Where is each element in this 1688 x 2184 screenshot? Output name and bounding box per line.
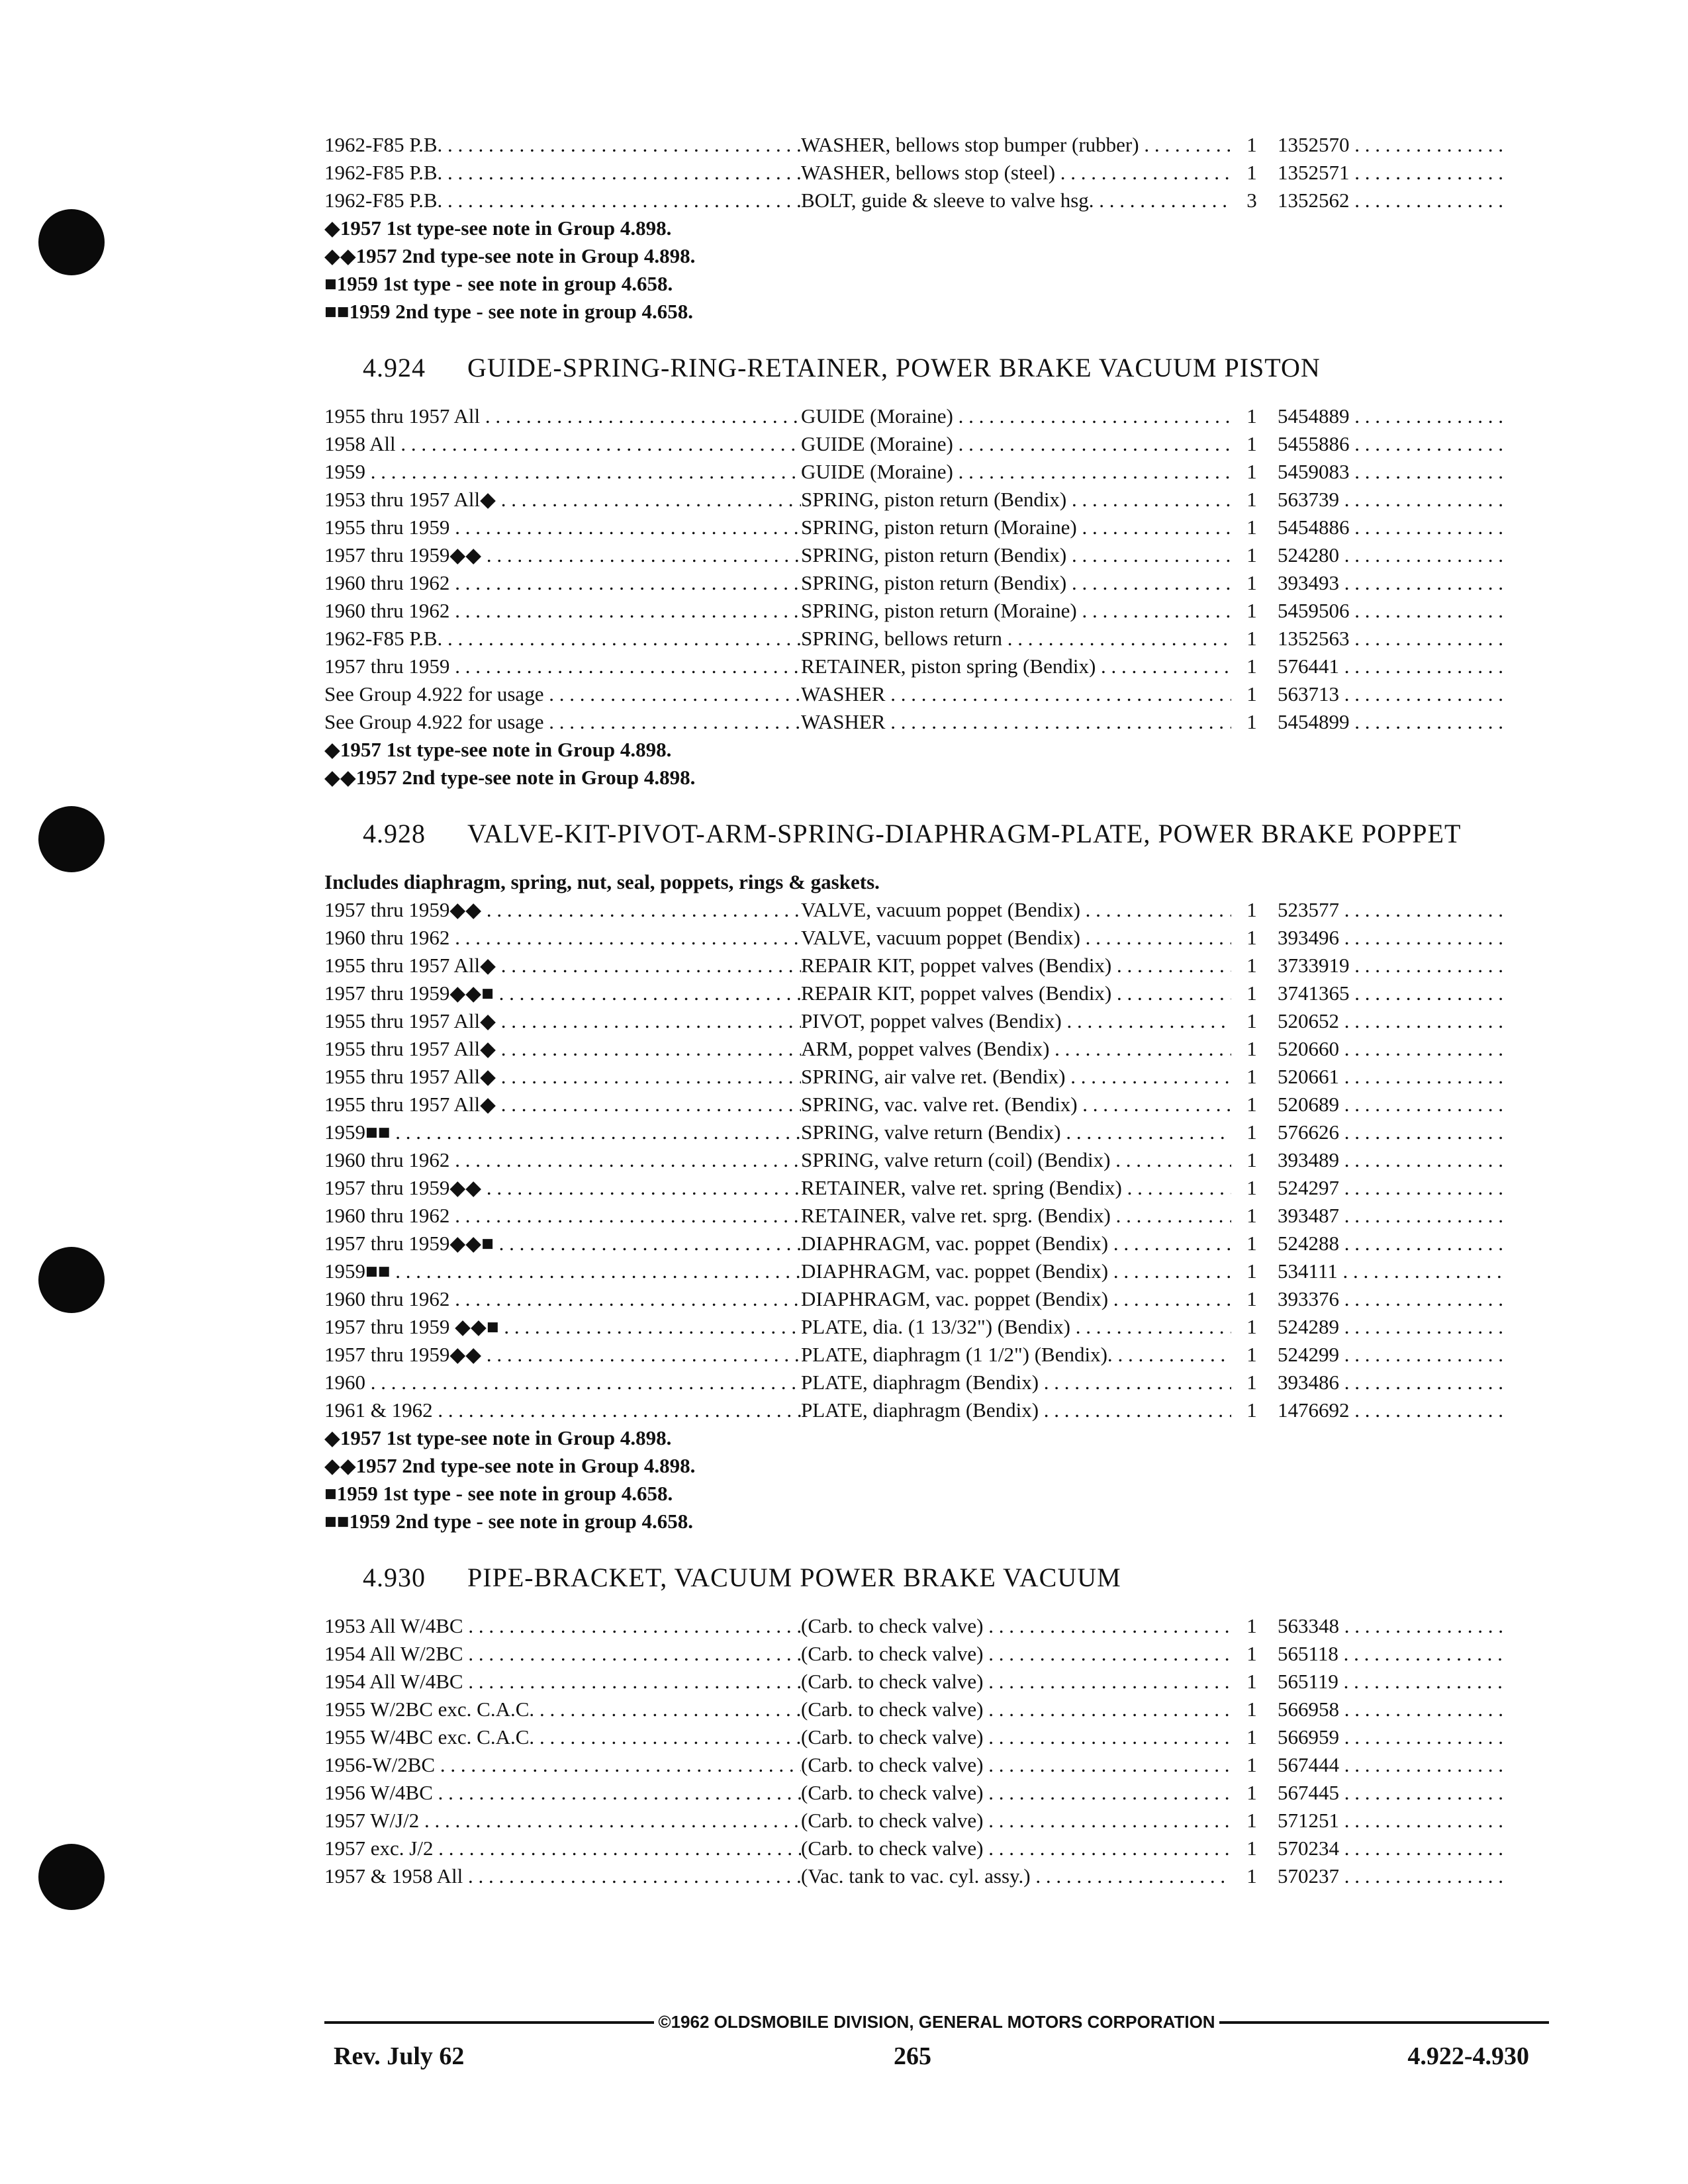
quantity-cell: 1 <box>1246 543 1257 567</box>
part-number-cell: 565119 . . . <box>1272 1668 1503 1696</box>
usage-cell: 1957 thru 1959◆◆ . . . <box>324 1174 801 1202</box>
quantity-cell: 1 <box>1246 1781 1257 1804</box>
footer-rule <box>324 2012 1549 2032</box>
description-cell: SPRING, air valve ret. (Bendix) . . . <box>801 1063 1231 1091</box>
part-row <box>324 625 1549 653</box>
part-number-cell: 393496 . . . <box>1272 924 1503 952</box>
part-row <box>324 514 1549 541</box>
part-row <box>324 1807 1549 1835</box>
part-row <box>324 924 1549 952</box>
section-title: PIPE-BRACKET, VACUUM POWER BRAKE VACUUM <box>467 1563 1121 1592</box>
section-number: 4.928 <box>363 819 426 848</box>
part-number-cell: 576626 . . . <box>1272 1118 1503 1146</box>
sections <box>324 351 1549 1890</box>
section-4-924 <box>324 351 1549 792</box>
quantity-cell: 1 <box>1246 1037 1257 1060</box>
usage-cell: 1959■■ . . . <box>324 1118 801 1146</box>
quantity-cell: 1 <box>1246 1614 1257 1637</box>
binder-hole <box>38 209 105 275</box>
part-number-cell: 1352562 . . . <box>1272 187 1503 214</box>
part-row <box>324 1779 1549 1807</box>
part-row <box>324 708 1549 736</box>
binder-hole <box>38 806 105 872</box>
part-row <box>324 569 1549 597</box>
part-row <box>324 541 1549 569</box>
part-number-cell: 570234 . . . <box>1272 1835 1503 1862</box>
group-range: 4.922-4.930 <box>1407 2042 1529 2070</box>
usage-cell: 1957 exc. J/2 . . . <box>324 1835 801 1862</box>
part-row <box>324 680 1549 708</box>
footnote: ■■1959 2nd type - see note in group 4.658. <box>324 1510 694 1533</box>
part-number-cell: 393487 . . . <box>1272 1202 1503 1230</box>
part-number-cell: 567445 . . . <box>1272 1779 1503 1807</box>
usage-cell: 1954 All W/2BC . . . <box>324 1640 801 1668</box>
quantity-cell: 1 <box>1246 571 1257 594</box>
continued-rows <box>324 131 1549 214</box>
usage-cell: 1956-W/2BC . . . <box>324 1751 801 1779</box>
part-number-cell: 393489 . . . <box>1272 1146 1503 1174</box>
part-row <box>324 1257 1549 1285</box>
part-row <box>324 1285 1549 1313</box>
description-cell: GUIDE (Moraine) . . . <box>801 402 1231 430</box>
description-cell: (Carb. to check valve) . . . <box>801 1668 1231 1696</box>
quantity-cell: 1 <box>1246 1093 1257 1116</box>
part-row <box>324 1174 1549 1202</box>
description-cell: (Carb. to check valve) . . . <box>801 1779 1231 1807</box>
usage-cell: 1960 thru 1962 . . . <box>324 1146 801 1174</box>
usage-cell: 1955 thru 1957 All . . . <box>324 402 801 430</box>
part-row <box>324 1835 1549 1862</box>
part-number-cell: 520689 . . . <box>1272 1091 1503 1118</box>
usage-cell: 1957 W/J/2 . . . <box>324 1807 801 1835</box>
parts-list <box>324 131 1549 1890</box>
part-number-cell: 520661 . . . <box>1272 1063 1503 1091</box>
quantity-cell: 1 <box>1246 1864 1257 1888</box>
quantity-cell: 1 <box>1246 655 1257 678</box>
part-number-cell: 5459506 . . . <box>1272 597 1503 625</box>
footnote: ◆◆1957 2nd type-see note in Group 4.898. <box>324 1454 696 1477</box>
part-number-cell: 3741365 . . . <box>1272 979 1503 1007</box>
description-cell: SPRING, valve return (coil) (Bendix) . . . <box>801 1146 1231 1174</box>
quantity-cell: 1 <box>1246 710 1257 733</box>
part-number-cell: 1352571 . . . <box>1272 159 1503 187</box>
quantity-cell: 1 <box>1246 1371 1257 1394</box>
description-cell: VALVE, vacuum poppet (Bendix) . . . <box>801 896 1231 924</box>
description-cell: SPRING, piston return (Moraine) . . . <box>801 597 1231 625</box>
usage-cell: 1955 thru 1959 . . . <box>324 514 801 541</box>
part-number-cell: 5459083 . . . <box>1272 458 1503 486</box>
usage-cell: 1962-F85 P.B. . . . <box>324 625 801 653</box>
part-row <box>324 1696 1549 1723</box>
quantity-cell: 3 <box>1246 189 1257 212</box>
section-title: GUIDE-SPRING-RING-RETAINER, POWER BRAKE VACUUM PISTON <box>467 353 1321 383</box>
binder-hole <box>38 1844 105 1910</box>
quantity-cell: 1 <box>1246 1725 1257 1749</box>
rule-right <box>1219 2021 1549 2024</box>
footnote: ◆1957 1st type-see note in Group 4.898. <box>324 738 672 761</box>
binder-hole <box>38 1247 105 1313</box>
description-cell: SPRING, piston return (Bendix) . . . <box>801 569 1231 597</box>
description-cell: (Carb. to check valve) . . . <box>801 1696 1231 1723</box>
copyright-notice: ©1962 OLDSMOBILE DIVISION, GENERAL MOTORS CORPORATION <box>658 2012 1215 2032</box>
usage-cell: 1962-F85 P.B. . . . <box>324 159 801 187</box>
part-number-cell: 534111 . . . <box>1272 1257 1503 1285</box>
quantity-cell: 1 <box>1246 599 1257 622</box>
part-row <box>324 1007 1549 1035</box>
usage-cell: 1957 thru 1959 . . . <box>324 653 801 680</box>
part-row <box>324 486 1549 514</box>
description-cell: (Carb. to check valve) . . . <box>801 1640 1231 1668</box>
footnote: ◆1957 1st type-see note in Group 4.898. <box>324 1426 672 1449</box>
usage-cell: 1955 thru 1957 All◆ . . . <box>324 1063 801 1091</box>
quantity-cell: 1 <box>1246 1009 1257 1032</box>
description-cell: REPAIR KIT, poppet valves (Bendix) . . . <box>801 979 1231 1007</box>
quantity-cell: 1 <box>1246 1065 1257 1088</box>
quantity-cell: 1 <box>1246 627 1257 650</box>
description-cell: RETAINER, valve ret. sprg. (Bendix) . . . <box>801 1202 1231 1230</box>
description-cell: DIAPHRAGM, vac. poppet (Bendix) . . . <box>801 1257 1231 1285</box>
section-number: 4.930 <box>363 1563 426 1592</box>
description-cell: PLATE, diaphragm (Bendix) . . . <box>801 1369 1231 1396</box>
description-cell: GUIDE (Moraine) . . . <box>801 458 1231 486</box>
section-4-928 <box>324 817 1549 1535</box>
quantity-cell: 1 <box>1246 1343 1257 1366</box>
revision-date: Rev. July 62 <box>334 2042 465 2070</box>
quantity-cell: 1 <box>1246 161 1257 184</box>
part-number-cell: 563348 . . . <box>1272 1612 1503 1640</box>
footnote: ■1959 1st type - see note in group 4.658. <box>324 1482 673 1505</box>
description-cell: (Carb. to check valve) . . . <box>801 1751 1231 1779</box>
part-row <box>324 1341 1549 1369</box>
description-cell: VALVE, vacuum poppet (Bendix) . . . <box>801 924 1231 952</box>
quantity-cell: 1 <box>1246 432 1257 455</box>
description-cell: BOLT, guide & sleeve to valve hsg. . . . <box>801 187 1231 214</box>
usage-cell: 1957 thru 1959 ◆◆■ . . . <box>324 1313 801 1341</box>
part-number-cell: 570237 . . . <box>1272 1862 1503 1890</box>
quantity-cell: 1 <box>1246 1837 1257 1860</box>
quantity-cell: 1 <box>1246 1232 1257 1255</box>
part-number-cell: 5455886 . . . <box>1272 430 1503 458</box>
description-cell: PIVOT, poppet valves (Bendix) . . . <box>801 1007 1231 1035</box>
part-row <box>324 1035 1549 1063</box>
part-row <box>324 653 1549 680</box>
page-footer <box>324 2012 1549 2081</box>
description-cell: WASHER, bellows stop bumper (rubber) . . . <box>801 131 1231 159</box>
part-row <box>324 131 1549 159</box>
part-row <box>324 458 1549 486</box>
quantity-cell: 1 <box>1246 1315 1257 1338</box>
part-row <box>324 1612 1549 1640</box>
quantity-cell: 1 <box>1246 404 1257 428</box>
part-number-cell: 524288 . . . <box>1272 1230 1503 1257</box>
page-number: 265 <box>894 2042 931 2070</box>
part-number-cell: 5454889 . . . <box>1272 402 1503 430</box>
usage-cell: 1957 thru 1959◆◆ . . . <box>324 1341 801 1369</box>
usage-cell: 1957 thru 1959◆◆■ . . . <box>324 1230 801 1257</box>
usage-cell: 1955 thru 1957 All◆ . . . <box>324 1035 801 1063</box>
quantity-cell: 1 <box>1246 1120 1257 1144</box>
part-row <box>324 1063 1549 1091</box>
usage-cell: 1955 thru 1957 All◆ . . . <box>324 1007 801 1035</box>
part-number-cell: 566959 . . . <box>1272 1723 1503 1751</box>
part-row <box>324 1230 1549 1257</box>
usage-cell: 1959 . . . <box>324 458 801 486</box>
part-number-cell: 5454886 . . . <box>1272 514 1503 541</box>
part-row <box>324 1668 1549 1696</box>
part-row <box>324 187 1549 214</box>
part-number-cell: 563713 . . . <box>1272 680 1503 708</box>
quantity-cell: 1 <box>1246 1642 1257 1665</box>
part-row <box>324 1751 1549 1779</box>
part-number-cell: 563739 . . . <box>1272 486 1503 514</box>
description-cell: (Vac. tank to vac. cyl. assy.) . . . <box>801 1862 1231 1890</box>
part-number-cell: 524297 . . . <box>1272 1174 1503 1202</box>
usage-cell: 1960 thru 1962 . . . <box>324 924 801 952</box>
usage-cell: 1956 W/4BC . . . <box>324 1779 801 1807</box>
usage-cell: 1955 W/4BC exc. C.A.C. . . . <box>324 1723 801 1751</box>
description-cell: DIAPHRAGM, vac. poppet (Bendix) . . . <box>801 1285 1231 1313</box>
footnote: ◆◆1957 2nd type-see note in Group 4.898. <box>324 766 696 789</box>
part-row <box>324 1369 1549 1396</box>
description-cell: REPAIR KIT, poppet valves (Bendix) . . . <box>801 952 1231 979</box>
part-row <box>324 430 1549 458</box>
description-cell: SPRING, piston return (Moraine) . . . <box>801 514 1231 541</box>
quantity-cell: 1 <box>1246 954 1257 977</box>
part-row <box>324 1862 1549 1890</box>
quantity-cell: 1 <box>1246 1398 1257 1422</box>
part-number-cell: 1476692 . . . <box>1272 1396 1503 1424</box>
part-row <box>324 1396 1549 1424</box>
footnote: ◆1957 1st type-see note in Group 4.898. <box>324 216 672 240</box>
quantity-cell: 1 <box>1246 926 1257 949</box>
quantity-cell: 1 <box>1246 1259 1257 1283</box>
part-number-cell: 520652 . . . <box>1272 1007 1503 1035</box>
usage-cell: 1960 thru 1962 . . . <box>324 1202 801 1230</box>
part-number-cell: 565118 . . . <box>1272 1640 1503 1668</box>
description-cell: PLATE, dia. (1 13/32") (Bendix) . . . <box>801 1313 1231 1341</box>
usage-cell: 1955 W/2BC exc. C.A.C. . . . <box>324 1696 801 1723</box>
part-row <box>324 1640 1549 1668</box>
section-number: 4.924 <box>363 353 426 383</box>
usage-cell: 1958 All . . . <box>324 430 801 458</box>
usage-cell: 1957 thru 1959◆◆ . . . <box>324 896 801 924</box>
part-row <box>324 1202 1549 1230</box>
rule-left <box>324 2021 654 2024</box>
usage-cell: 1962-F85 P.B. . . . <box>324 187 801 214</box>
description-cell: WASHER . . . <box>801 708 1231 736</box>
quantity-cell: 1 <box>1246 1753 1257 1776</box>
part-number-cell: 520660 . . . <box>1272 1035 1503 1063</box>
part-number-cell: 524299 . . . <box>1272 1341 1503 1369</box>
section-heading <box>324 817 1549 851</box>
usage-cell: 1955 thru 1957 All◆ . . . <box>324 1091 801 1118</box>
section-heading <box>324 351 1549 385</box>
description-cell: PLATE, diaphragm (1 1/2") (Bendix). . . . <box>801 1341 1231 1369</box>
quantity-cell: 1 <box>1246 1287 1257 1310</box>
part-number-cell: 3733919 . . . <box>1272 952 1503 979</box>
quantity-cell: 1 <box>1246 1809 1257 1832</box>
quantity-cell: 1 <box>1246 488 1257 511</box>
description-cell: SPRING, valve return (Bendix) . . . <box>801 1118 1231 1146</box>
usage-cell: See Group 4.922 for usage . . . <box>324 708 801 736</box>
quantity-cell: 1 <box>1246 1670 1257 1693</box>
part-row <box>324 952 1549 979</box>
part-row <box>324 1313 1549 1341</box>
part-number-cell: 567444 . . . <box>1272 1751 1503 1779</box>
section-4-930 <box>324 1561 1549 1890</box>
description-cell: RETAINER, piston spring (Bendix) . . . <box>801 653 1231 680</box>
quantity-cell: 1 <box>1246 460 1257 483</box>
usage-cell: 1960 . . . <box>324 1369 801 1396</box>
part-number-cell: 393376 . . . <box>1272 1285 1503 1313</box>
quantity-cell: 1 <box>1246 516 1257 539</box>
section-heading <box>324 1561 1549 1595</box>
part-number-cell: 523577 . . . <box>1272 896 1503 924</box>
usage-cell: 1954 All W/4BC . . . <box>324 1668 801 1696</box>
usage-cell: 1960 thru 1962 . . . <box>324 1285 801 1313</box>
quantity-cell: 1 <box>1246 682 1257 705</box>
part-number-cell: 571251 . . . <box>1272 1807 1503 1835</box>
usage-cell: 1953 thru 1957 All◆ . . . <box>324 486 801 514</box>
usage-cell: See Group 4.922 for usage . . . <box>324 680 801 708</box>
description-cell: SPRING, vac. valve ret. (Bendix) . . . <box>801 1091 1231 1118</box>
usage-cell: 1953 All W/4BC . . . <box>324 1612 801 1640</box>
description-cell: GUIDE (Moraine) . . . <box>801 430 1231 458</box>
description-cell: (Carb. to check valve) . . . <box>801 1807 1231 1835</box>
description-cell: PLATE, diaphragm (Bendix) . . . <box>801 1396 1231 1424</box>
part-number-cell: 393486 . . . <box>1272 1369 1503 1396</box>
description-cell: (Carb. to check valve) . . . <box>801 1723 1231 1751</box>
usage-cell: 1962-F85 P.B. . . . <box>324 131 801 159</box>
part-number-cell: 566958 . . . <box>1272 1696 1503 1723</box>
part-number-cell: 524289 . . . <box>1272 1313 1503 1341</box>
part-row <box>324 1091 1549 1118</box>
description-cell: (Carb. to check valve) . . . <box>801 1835 1231 1862</box>
description-cell: ARM, poppet valves (Bendix) . . . <box>801 1035 1231 1063</box>
part-number-cell: 1352563 . . . <box>1272 625 1503 653</box>
part-row <box>324 1146 1549 1174</box>
quantity-cell: 1 <box>1246 898 1257 921</box>
quantity-cell: 1 <box>1246 133 1257 156</box>
part-row <box>324 402 1549 430</box>
section-intro: Includes diaphragm, spring, nut, seal, poppets, rings & gaskets. <box>324 870 880 893</box>
part-row <box>324 159 1549 187</box>
description-cell: RETAINER, valve ret. spring (Bendix) . . . <box>801 1174 1231 1202</box>
usage-cell: 1959■■ . . . <box>324 1257 801 1285</box>
part-number-cell: 524280 . . . <box>1272 541 1503 569</box>
part-row <box>324 1118 1549 1146</box>
usage-cell: 1957 & 1958 All . . . <box>324 1862 801 1890</box>
usage-cell: 1955 thru 1957 All◆ . . . <box>324 952 801 979</box>
footnote: ■■1959 2nd type - see note in group 4.658. <box>324 300 694 323</box>
footnote: ◆◆1957 2nd type-see note in Group 4.898. <box>324 244 696 267</box>
quantity-cell: 1 <box>1246 1698 1257 1721</box>
usage-cell: 1957 thru 1959◆◆ . . . <box>324 541 801 569</box>
part-number-cell: 576441 . . . <box>1272 653 1503 680</box>
quantity-cell: 1 <box>1246 1204 1257 1227</box>
part-row <box>324 896 1549 924</box>
part-row <box>324 1723 1549 1751</box>
part-number-cell: 1352570 . . . <box>1272 131 1503 159</box>
description-cell: SPRING, bellows return . . . <box>801 625 1231 653</box>
description-cell: (Carb. to check valve) . . . <box>801 1612 1231 1640</box>
usage-cell: 1960 thru 1962 . . . <box>324 597 801 625</box>
usage-cell: 1960 thru 1962 . . . <box>324 569 801 597</box>
part-row <box>324 979 1549 1007</box>
description-cell: SPRING, piston return (Bendix) . . . <box>801 486 1231 514</box>
part-number-cell: 5454899 . . . <box>1272 708 1503 736</box>
description-cell: WASHER, bellows stop (steel) . . . <box>801 159 1231 187</box>
part-row <box>324 597 1549 625</box>
quantity-cell: 1 <box>1246 1148 1257 1171</box>
section-title: VALVE-KIT-PIVOT-ARM-SPRING-DIAPHRAGM-PLATE, POWER BRAKE POPPET <box>467 819 1462 848</box>
quantity-cell: 1 <box>1246 1176 1257 1199</box>
quantity-cell: 1 <box>1246 981 1257 1005</box>
description-cell: SPRING, piston return (Bendix) . . . <box>801 541 1231 569</box>
description-cell: DIAPHRAGM, vac. poppet (Bendix) . . . <box>801 1230 1231 1257</box>
part-number-cell: 393493 . . . <box>1272 569 1503 597</box>
usage-cell: 1957 thru 1959◆◆■ . . . <box>324 979 801 1007</box>
description-cell: WASHER . . . <box>801 680 1231 708</box>
usage-cell: 1961 & 1962 . . . <box>324 1396 801 1424</box>
footnotes <box>324 214 1549 326</box>
footnote: ■1959 1st type - see note in group 4.658. <box>324 272 673 295</box>
